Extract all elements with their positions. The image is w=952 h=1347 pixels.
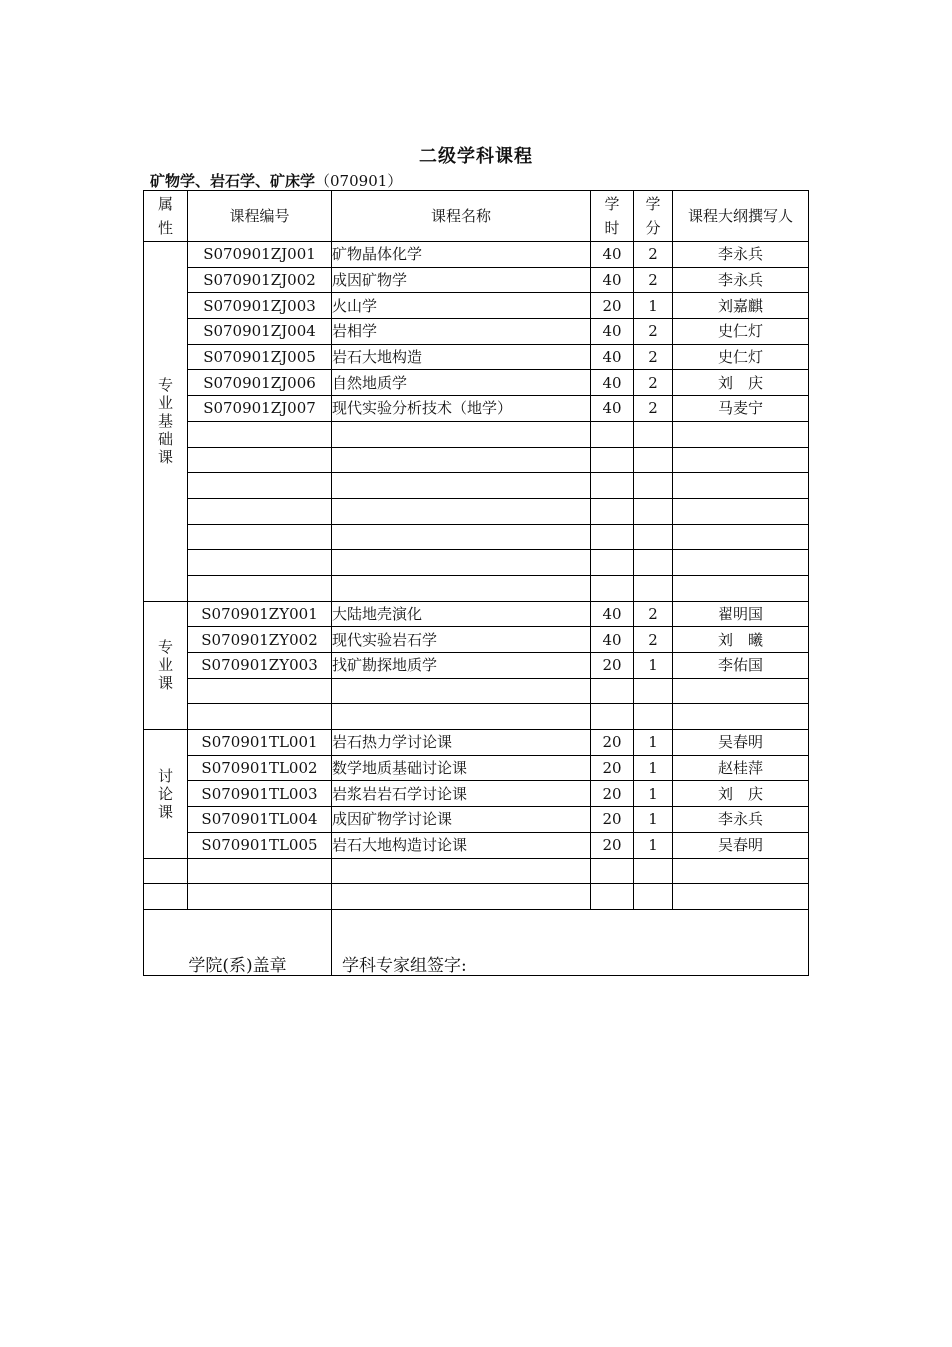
- course-code: [188, 575, 332, 601]
- course-code: S070901ZY001: [188, 601, 332, 627]
- course-code: S070901TL001: [188, 730, 332, 756]
- course-hours: 20: [591, 730, 634, 756]
- course-hours: 40: [591, 319, 634, 345]
- course-code: S070901ZY003: [188, 653, 332, 679]
- course-credits: [634, 678, 673, 704]
- empty-row: [144, 858, 809, 884]
- course-code: S070901ZJ004: [188, 319, 332, 345]
- course-credits: 2: [634, 242, 673, 268]
- empty-row: [144, 421, 809, 447]
- course-code: S070901TL004: [188, 807, 332, 833]
- empty-row: [144, 447, 809, 473]
- header-attr: 属性: [144, 191, 188, 242]
- course-code: S070901TL005: [188, 832, 332, 858]
- course-author: 吴春明: [673, 730, 809, 756]
- course-name: 岩石大地构造讨论课: [332, 832, 591, 858]
- course-hours: 20: [591, 653, 634, 679]
- course-code: S070901TL002: [188, 755, 332, 781]
- group-label: 专业基础课: [144, 242, 188, 602]
- course-author: [673, 498, 809, 524]
- course-hours: 20: [591, 755, 634, 781]
- course-hours: 40: [591, 627, 634, 653]
- table-row: [144, 781, 809, 807]
- empty-row: [144, 498, 809, 524]
- course-hours: 40: [591, 370, 634, 396]
- course-credits: [634, 498, 673, 524]
- course-name: [332, 473, 591, 499]
- course-code: S070901ZJ002: [188, 267, 332, 293]
- course-author: 马麦宁: [673, 396, 809, 422]
- course-code: [188, 524, 332, 550]
- course-credits: 2: [634, 267, 673, 293]
- course-author: 史仁灯: [673, 344, 809, 370]
- course-body: [144, 242, 809, 910]
- course-credits: 1: [634, 755, 673, 781]
- course-hours: [591, 678, 634, 704]
- course-hours: [591, 524, 634, 550]
- course-name: 找矿勘探地质学: [332, 653, 591, 679]
- course-credits: 2: [634, 396, 673, 422]
- course-hours: 40: [591, 242, 634, 268]
- course-hours: [591, 473, 634, 499]
- course-author: 史仁灯: [673, 319, 809, 345]
- course-credits: 2: [634, 319, 673, 345]
- course-name: [332, 524, 591, 550]
- table-row: [144, 396, 809, 422]
- course-name: 数学地质基础讨论课: [332, 755, 591, 781]
- course-hours: 40: [591, 601, 634, 627]
- course-author: 刘 庆: [673, 781, 809, 807]
- course-code: [188, 550, 332, 576]
- course-credits: [634, 473, 673, 499]
- course-name: 现代实验分析技术（地学）: [332, 396, 591, 422]
- course-author: [673, 447, 809, 473]
- course-table: [143, 190, 809, 976]
- table-row: [144, 242, 809, 268]
- course-credits: 2: [634, 344, 673, 370]
- course-author: [673, 524, 809, 550]
- course-name: 成因矿物学讨论课: [332, 807, 591, 833]
- table-row: [144, 755, 809, 781]
- course-hours: 40: [591, 267, 634, 293]
- table-row: [144, 293, 809, 319]
- course-name: [332, 704, 591, 730]
- table-row: [144, 653, 809, 679]
- course-name: [332, 550, 591, 576]
- course-hours: 20: [591, 781, 634, 807]
- college-stamp-label: 学院(系)盖章: [188, 955, 287, 976]
- discipline-name: 矿物学、岩石学、矿床学: [150, 172, 316, 190]
- empty-row: [144, 704, 809, 730]
- course-author: [673, 575, 809, 601]
- table-row: [144, 319, 809, 345]
- stamp-cell: [144, 909, 332, 975]
- course-author: 李永兵: [673, 267, 809, 293]
- empty-cell: [144, 884, 188, 910]
- course-author: 翟明国: [673, 601, 809, 627]
- course-credits: 1: [634, 832, 673, 858]
- course-code: [188, 447, 332, 473]
- course-hours: [591, 575, 634, 601]
- course-name: 岩相学: [332, 319, 591, 345]
- course-name: 自然地质学: [332, 370, 591, 396]
- course-credits: 1: [634, 781, 673, 807]
- empty-cell: [188, 884, 332, 910]
- empty-cell: [332, 884, 591, 910]
- expert-signature-label: 学科专家组签字:: [342, 955, 467, 976]
- course-name: [332, 575, 591, 601]
- empty-cell: [188, 858, 332, 884]
- course-author: 刘 庆: [673, 370, 809, 396]
- course-author: 李永兵: [673, 807, 809, 833]
- course-credits: 1: [634, 653, 673, 679]
- course-author: 吴春明: [673, 832, 809, 858]
- empty-cell: [673, 884, 809, 910]
- course-name: 矿物晶体化学: [332, 242, 591, 268]
- course-name: 大陆地壳演化: [332, 601, 591, 627]
- course-credits: [634, 550, 673, 576]
- table-row: [144, 370, 809, 396]
- header-author: 课程大纲撰写人: [673, 191, 809, 242]
- course-author: [673, 550, 809, 576]
- experts-cell: [332, 909, 809, 975]
- course-name: 岩浆岩岩石学讨论课: [332, 781, 591, 807]
- course-code: S070901ZJ005: [188, 344, 332, 370]
- header-row: [144, 191, 809, 242]
- course-hours: 20: [591, 832, 634, 858]
- header-credits: 学分: [634, 191, 673, 242]
- course-name: 火山学: [332, 293, 591, 319]
- empty-cell: [591, 884, 634, 910]
- course-author: [673, 421, 809, 447]
- empty-row: [144, 550, 809, 576]
- course-code: S070901ZJ003: [188, 293, 332, 319]
- course-hours: [591, 498, 634, 524]
- empty-row: [144, 575, 809, 601]
- course-code: S070901TL003: [188, 781, 332, 807]
- empty-cell: [634, 884, 673, 910]
- course-author: 刘嘉麒: [673, 293, 809, 319]
- table-row: [144, 267, 809, 293]
- course-author: [673, 473, 809, 499]
- discipline-code: （070901）: [315, 172, 403, 190]
- group-label: 讨论课: [144, 730, 188, 858]
- page-title: 二级学科课程: [419, 146, 533, 167]
- header-hours: 学时: [591, 191, 634, 242]
- course-code: S070901ZJ006: [188, 370, 332, 396]
- course-code: [188, 498, 332, 524]
- course-hours: 20: [591, 807, 634, 833]
- course-hours: [591, 704, 634, 730]
- course-code: S070901ZJ001: [188, 242, 332, 268]
- empty-row: [144, 678, 809, 704]
- course-name: 现代实验岩石学: [332, 627, 591, 653]
- empty-cell: [332, 858, 591, 884]
- course-name: [332, 498, 591, 524]
- course-name: 成因矿物学: [332, 267, 591, 293]
- course-credits: 1: [634, 807, 673, 833]
- course-code: [188, 704, 332, 730]
- empty-cell: [144, 858, 188, 884]
- table-row: [144, 344, 809, 370]
- table-row: [144, 807, 809, 833]
- course-hours: 20: [591, 293, 634, 319]
- header-name: 课程名称: [332, 191, 591, 242]
- course-credits: [634, 524, 673, 550]
- course-credits: [634, 421, 673, 447]
- empty-row: [144, 884, 809, 910]
- course-code: [188, 678, 332, 704]
- course-credits: 2: [634, 370, 673, 396]
- empty-row: [144, 524, 809, 550]
- signature-row: [144, 909, 809, 975]
- empty-row: [144, 473, 809, 499]
- course-name: 岩石热力学讨论课: [332, 730, 591, 756]
- empty-cell: [591, 858, 634, 884]
- course-name: [332, 421, 591, 447]
- course-credits: 2: [634, 601, 673, 627]
- course-author: [673, 678, 809, 704]
- course-hours: [591, 447, 634, 473]
- table-row: [144, 601, 809, 627]
- empty-cell: [673, 858, 809, 884]
- header-code: 课程编号: [188, 191, 332, 242]
- course-credits: 1: [634, 730, 673, 756]
- course-hours: 40: [591, 344, 634, 370]
- course-code: S070901ZY002: [188, 627, 332, 653]
- course-author: 刘 曦: [673, 627, 809, 653]
- course-name: [332, 678, 591, 704]
- course-author: 李永兵: [673, 242, 809, 268]
- course-code: [188, 421, 332, 447]
- table-row: [144, 832, 809, 858]
- group-label: 专业课: [144, 601, 188, 729]
- course-author: [673, 704, 809, 730]
- table-row: [144, 627, 809, 653]
- course-credits: [634, 447, 673, 473]
- course-code: [188, 473, 332, 499]
- course-code: S070901ZJ007: [188, 396, 332, 422]
- course-credits: 1: [634, 293, 673, 319]
- course-name: 岩石大地构造: [332, 344, 591, 370]
- discipline-subtitle: [150, 170, 402, 191]
- empty-cell: [634, 858, 673, 884]
- course-name: [332, 447, 591, 473]
- course-credits: 2: [634, 627, 673, 653]
- course-hours: [591, 421, 634, 447]
- course-hours: 40: [591, 396, 634, 422]
- table-row: [144, 730, 809, 756]
- course-author: 赵桂萍: [673, 755, 809, 781]
- course-author: 李佑国: [673, 653, 809, 679]
- course-credits: [634, 575, 673, 601]
- course-hours: [591, 550, 634, 576]
- course-credits: [634, 704, 673, 730]
